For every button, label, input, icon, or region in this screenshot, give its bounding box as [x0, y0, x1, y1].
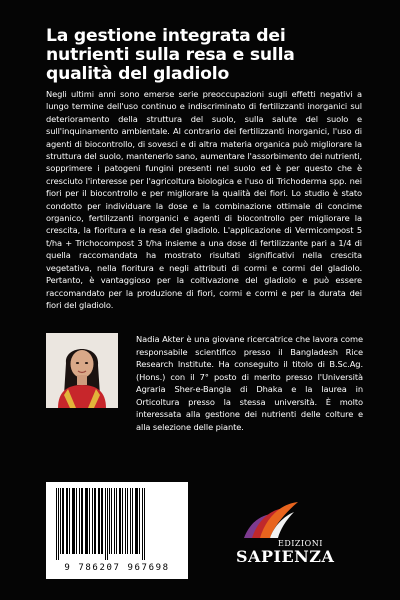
barcode-bar: [122, 488, 123, 554]
barcode-bar: [130, 488, 131, 554]
barcode-bar: [135, 488, 138, 554]
barcode-bar: [79, 488, 80, 554]
barcode-bars: [54, 488, 180, 560]
publisher-name: SAPIENZA: [236, 547, 335, 566]
barcode-bar: [139, 488, 140, 554]
barcode-bar: [69, 488, 70, 554]
isbn-barcode: [46, 482, 188, 579]
barcode-bar: [72, 488, 75, 554]
barcode-bar: [85, 488, 88, 554]
book-abstract: Negli ultimi anni sono emerse serie preoccupazioni sugli effetti negativi a lungo termine dell'uso continuo e indiscriminato di fertilizzanti inorganici sul deterioramento della struttura del suolo, sulla salute del suolo e sull'inquinamento ambientale. Al contrario dei fertilizzanti inorganici, l'uso di agenti di biocontrollo, di sovesci e di altra materia organica può migliorare la struttura del suolo, mantenerlo sano, aumentare l'assorbimento dei nutrienti, sopprimere i patogeni fungini presenti nel suolo ed è per questo che è cresciuto l'interesse per l'agricoltura biologica e l'uso di Trichoderma spp. nei fiori per il biocontrollo e per migliorare la qualità dei fiori. Lo studio è stato condotto per individuare la dose e la combinazione ottimale di concime organico, fertilizzanti inorganici e agenti di biocontrollo per migliorare la crescita, la fioritura e la resa del gladiolo. L'applicazione di Vermicompost 5 t/ha + Trichocompost 3 t/ha insieme a una dose di fertilizzante pari a 1/4 di quella raccomandata ha mostrato risultati significativi nella crescita vegetativa, nella fioritura e negli attributi di cormi e cormi del gladiolo. Pertanto, è vantaggioso per la coltivazione del gladiolo e può essere raccomandato per la produzione di fiori, cormi e cormi e per la durata dei fiori del gladiolo.: [46, 89, 362, 310]
book-title: La gestione integrata dei nutrienti sulla resa e sulla qualità del gladiolo: [46, 26, 295, 84]
barcode-bar: [125, 488, 126, 554]
barcode-bar: [109, 488, 110, 554]
barcode-bar: [94, 488, 96, 554]
barcode-bar: [101, 488, 103, 554]
barcode-bar: [92, 488, 93, 554]
barcode-bar: [132, 488, 133, 554]
barcode-bar: [89, 488, 90, 554]
barcode-bar: [119, 488, 121, 554]
isbn-digits: 9 786207 967698: [64, 563, 170, 573]
barcode-bar: [62, 488, 64, 554]
barcode-bar: [56, 488, 57, 560]
barcode-bar: [60, 488, 61, 554]
publisher-logo: [232, 500, 335, 572]
barcode-bar: [114, 488, 115, 554]
barcode-bar: [107, 488, 108, 560]
barcode-bar: [58, 488, 59, 560]
barcode-bar: [127, 488, 128, 554]
barcode-bar: [66, 488, 68, 554]
publisher-label: EDIZIONI: [278, 539, 323, 548]
barcode-bar: [111, 488, 112, 554]
barcode-bar: [105, 488, 106, 560]
quill-logo-icon: [240, 500, 302, 540]
barcode-bar: [81, 488, 83, 554]
author-photo: [46, 333, 118, 408]
barcode-bar: [98, 488, 100, 554]
barcode-bar: [142, 488, 143, 560]
author-portrait-icon: [46, 333, 118, 408]
barcode-bar: [116, 488, 117, 554]
author-bio: Nadia Akter è una giovane ricercatrice che lavora come responsabile scientifico presso il Bangladesh Rice Research Institute. Ha conseguito il titolo di B.Sc.Ag. (Hons.) con il 7° posto di merito presso l'Università Agraria Sher-e-Bangla di Dhaka e la laurea in Orticoltura presso la stessa università. È molto interessata alla gestione dei nutrienti delle colture e alla selezione delle piante.: [136, 334, 363, 432]
barcode-bar: [144, 488, 145, 560]
barcode-bar: [76, 488, 77, 554]
